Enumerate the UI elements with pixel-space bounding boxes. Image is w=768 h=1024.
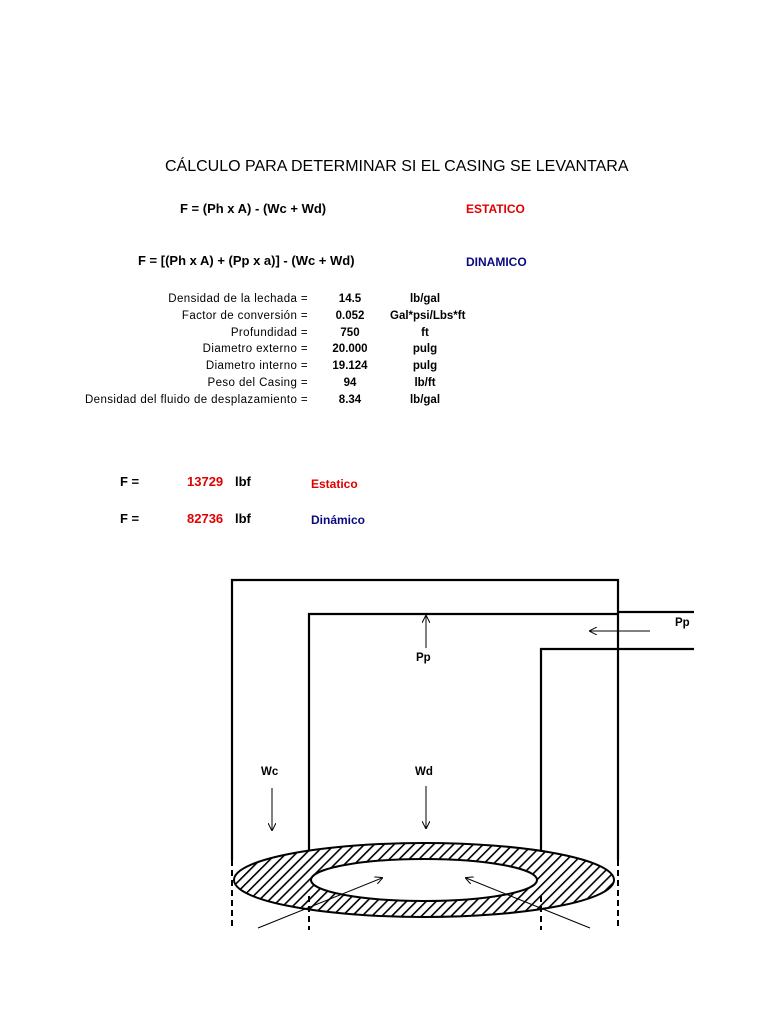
- parameter-unit: lb/gal: [409, 293, 441, 305]
- inner-pipe-wall: [309, 614, 618, 860]
- dynamic-tag: DINAMICO: [466, 255, 527, 269]
- result-dynamic-tag: Dinámico: [311, 513, 366, 527]
- wd-label: Wd: [415, 766, 433, 778]
- parameter-value: 0.052: [335, 309, 365, 322]
- parameter-value: 14.5: [338, 293, 362, 305]
- result-dynamic-label: F =: [120, 511, 140, 526]
- parameter-label: Densidad de la lechada =: [168, 293, 308, 305]
- parameter-value: 20.000: [332, 343, 368, 356]
- parameter-value: 94: [343, 376, 357, 389]
- result-static-value: 13729: [187, 474, 224, 489]
- parameter-value: 19.124: [332, 360, 368, 373]
- parameter-unit: pulg: [412, 360, 438, 373]
- parameter-value: 8.34: [338, 393, 362, 406]
- parameter-unit: pulg: [412, 343, 438, 356]
- outer-casing-wall: [232, 580, 618, 860]
- pp-down-label: Pp: [416, 652, 431, 664]
- parameter-unit: lb/ft: [414, 376, 436, 389]
- result-static-label: F =: [120, 474, 140, 489]
- parameter-unit: Gal*psi/Lbs*ft: [390, 309, 466, 322]
- parameter-value: 750: [340, 326, 360, 339]
- parameter-label: Peso del Casing =: [207, 376, 308, 389]
- result-static-tag: Estatico: [311, 477, 358, 491]
- result-dynamic-value: 82736: [187, 511, 224, 526]
- page-title: CÁLCULO PARA DETERMINAR SI EL CASING SE LEVANTARA: [165, 158, 629, 175]
- result-static-unit: lbf: [235, 474, 251, 489]
- parameter-label: Diametro interno =: [205, 360, 308, 373]
- parameter-unit: lb/gal: [409, 393, 441, 406]
- static-formula: F = (Ph x A) - (Wc + Wd): [180, 201, 327, 216]
- annulus-inner-opening: [311, 859, 537, 901]
- parameter-label: Factor de conversión =: [181, 309, 308, 322]
- parameter-label: Profundidad =: [230, 326, 308, 339]
- pp-inlet-label: Pp: [675, 617, 690, 629]
- result-dynamic-unit: lbf: [235, 511, 251, 526]
- static-tag: ESTATICO: [466, 202, 525, 216]
- parameter-label: Diametro externo =: [202, 343, 308, 356]
- wc-label: Wc: [261, 766, 279, 778]
- parameter-label: Densidad del fluido de desplazamiento =: [84, 393, 308, 406]
- parameter-unit: ft: [421, 326, 429, 339]
- dynamic-formula: F = [(Ph x A) + (Pp x a)] - (Wc + Wd): [138, 253, 355, 268]
